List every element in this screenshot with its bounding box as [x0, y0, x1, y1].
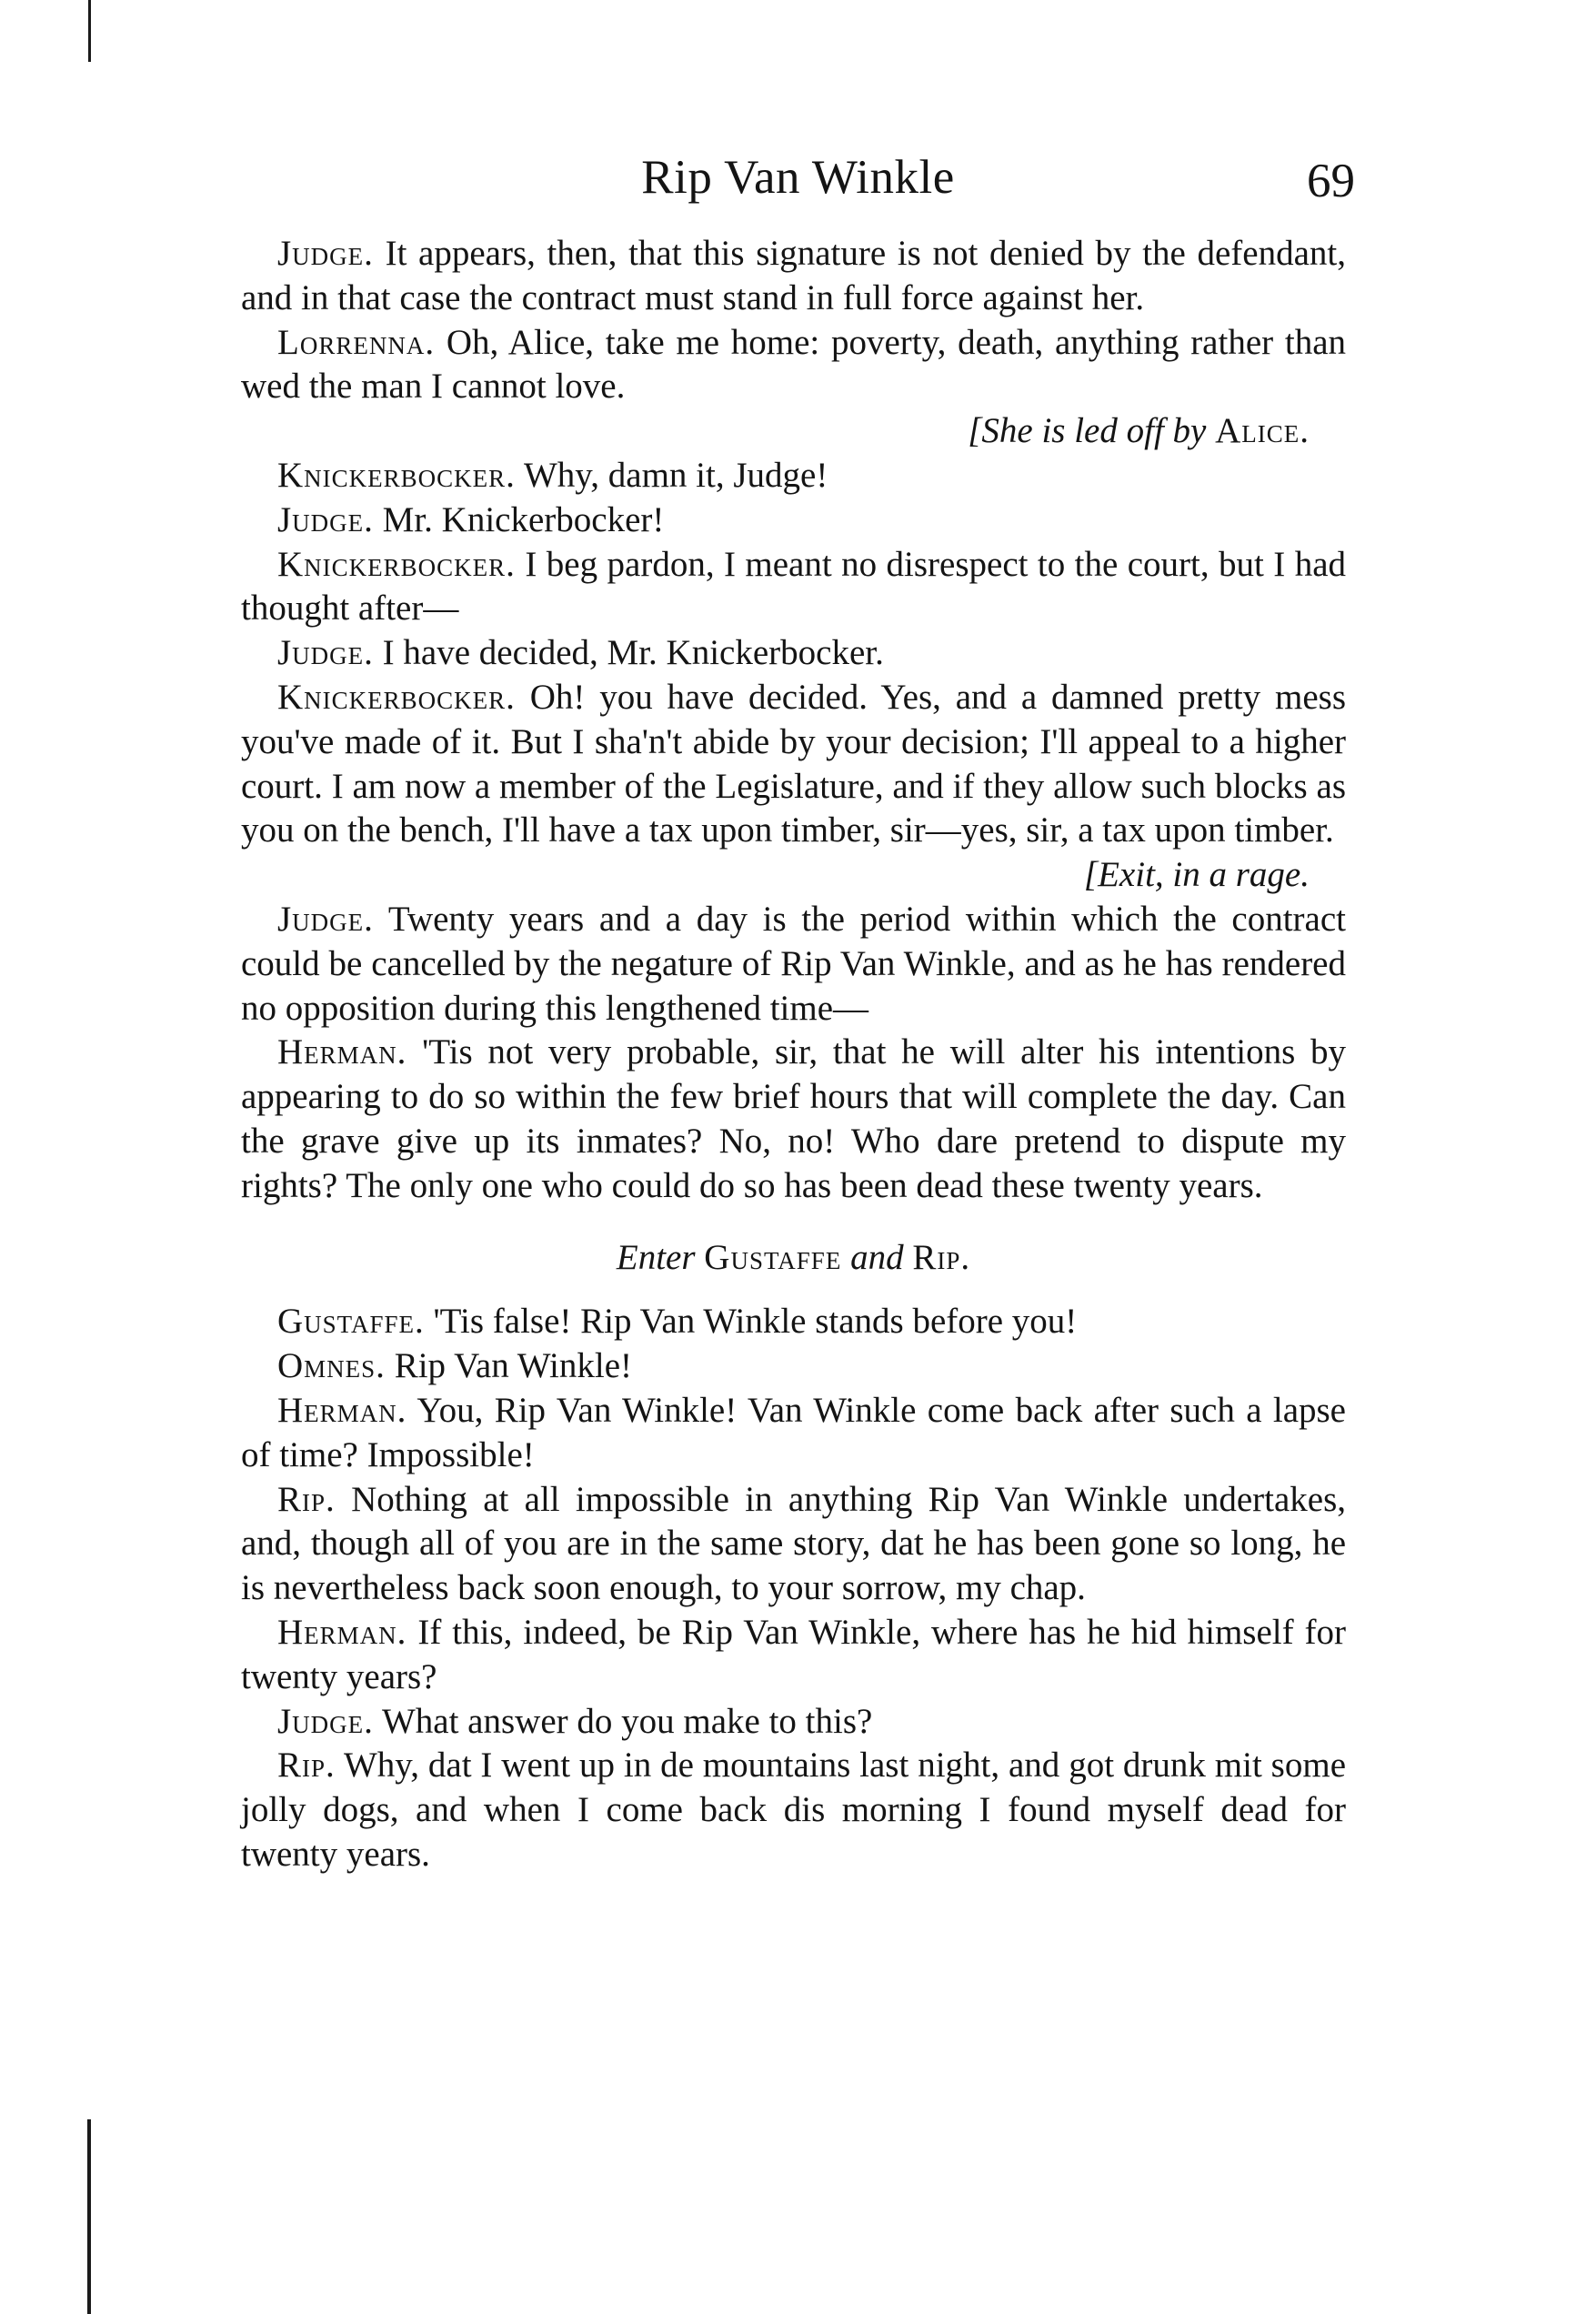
speaker-name: Judge.: [277, 499, 374, 539]
stage-direction: [241, 409, 1346, 454]
speech-text: Mr. Knickerbocker!: [382, 499, 665, 539]
entering-character: Rip.: [912, 1237, 971, 1277]
speech-paragraph: [241, 1300, 1346, 1344]
speaker-name: Rip.: [277, 1479, 336, 1519]
speech-text: 'Tis false! Rip Van Winkle stands before you!: [433, 1302, 1078, 1342]
speaker-name: Herman.: [277, 1032, 407, 1072]
speech-text: It appears, then, that this signature is not denied by the defendant, and in that case the contract must stand in full force against her.: [241, 234, 1346, 317]
speaker-name: Judge.: [277, 234, 374, 273]
speaker-name: Knickerbocker.: [277, 455, 516, 495]
speech-paragraph: [241, 1031, 1346, 1208]
speech-text: 'Tis not very probable, sir, that he will alter his intentions by appearing to do so within the few brief hours that will complete the day. Can the grave give up its inmates? No, no! Who dare pretend to dispute my rights? The only one who could do so has been dead these twenty years.: [241, 1032, 1346, 1205]
speaker-name: Gustaffe.: [277, 1302, 425, 1342]
entrance-conjunction: and: [850, 1237, 904, 1277]
direction-bracket: [: [968, 411, 982, 451]
entering-character: Gustaffe: [704, 1237, 842, 1277]
speech-paragraph: [241, 676, 1346, 853]
speech-text: Rip Van Winkle!: [394, 1346, 632, 1386]
direction-text: She is led off by: [981, 411, 1207, 451]
speech-text: Twenty years and a day is the period within which the contract could be cancelled by the negature of Rip Van Winkle, and as he has rendered no opposition during this lengthened time—: [241, 899, 1346, 1028]
speech-paragraph: [241, 498, 1346, 543]
speech-paragraph: [241, 454, 1346, 498]
speech-text: Oh, Alice, take me home: poverty, death, anything rather than wed the man I cannot love.: [241, 322, 1347, 407]
binding-margin-mark-bottom: [87, 2119, 91, 2314]
speaker-name: Rip.: [277, 1746, 336, 1786]
speech-paragraph: [241, 631, 1346, 676]
play-text: [241, 232, 1346, 1877]
direction-bracket: [: [1083, 855, 1099, 895]
speech-paragraph: [241, 321, 1346, 410]
speaker-name: Knickerbocker.: [277, 544, 516, 584]
speech-paragraph: [241, 1611, 1346, 1700]
speech-paragraph: [241, 898, 1346, 1031]
entrance-direction: [241, 1236, 1346, 1281]
running-title: Rip Van Winkle: [641, 151, 955, 204]
speech-paragraph: [241, 1344, 1346, 1389]
speaker-name: Judge.: [277, 899, 374, 939]
speech-paragraph: [241, 1700, 1346, 1745]
speech-text: Oh! you have decided. Yes, and a damned pretty mess you've made of it. But I sha'n't abide by your decision; I'll appeal to a higher court. I am now a member of the Legislature, and if they allow such blocks as you on the bench, I'll have a tax upon timber, sir—yes, sir, a tax upon timber.: [241, 677, 1347, 850]
speaker-name: Omnes.: [277, 1346, 386, 1386]
speech-paragraph: [241, 543, 1346, 632]
speaker-name: Judge.: [277, 1701, 374, 1741]
speech-paragraph: [241, 1478, 1346, 1611]
entrance-word: Enter: [616, 1237, 696, 1277]
speech-text: I have decided, Mr. Knickerbocker.: [382, 633, 884, 673]
page-header: [241, 150, 1355, 223]
direction-text: Exit, in a rage.: [1098, 855, 1310, 895]
speaker-name: Lorrenna.: [277, 322, 436, 362]
speaker-name: Herman.: [277, 1390, 407, 1430]
speech-text: Why, dat I went up in de mountains last night, and got drunk mit some jolly dogs, and when I come back dis morning I found myself dead for twenty years.: [241, 1746, 1347, 1874]
stage-direction: [241, 853, 1346, 898]
direction-character-name: Alice.: [1215, 411, 1310, 451]
speech-text: I beg pardon, I meant no disrespect to the court, but I had thought after—: [241, 544, 1347, 629]
speech-text: Why, damn it, Judge!: [523, 455, 828, 495]
speech-paragraph: [241, 1744, 1346, 1876]
speech-text: If this, indeed, be Rip Van Winkle, where has he hid himself for twenty years?: [241, 1612, 1346, 1696]
speech-paragraph: [241, 232, 1346, 321]
speaker-name: Herman.: [277, 1612, 407, 1652]
speaker-name: Knickerbocker.: [277, 677, 516, 717]
speech-text: You, Rip Van Winkle! Van Winkle come back after such a lapse of time? Impossible!: [241, 1390, 1346, 1474]
speaker-name: Judge.: [277, 633, 374, 673]
speech-text: What answer do you make to this?: [381, 1701, 873, 1741]
page-number: 69: [1307, 155, 1355, 207]
binding-margin-mark-top: [88, 0, 91, 62]
speech-text: Nothing at all impossible in anything Rip Van Winkle undertakes, and, though all of you are in the same story, dat he has been gone so long, he is nevertheless back soon enough, to your sorrow, my chap.: [241, 1479, 1346, 1608]
speech-paragraph: [241, 1389, 1346, 1478]
